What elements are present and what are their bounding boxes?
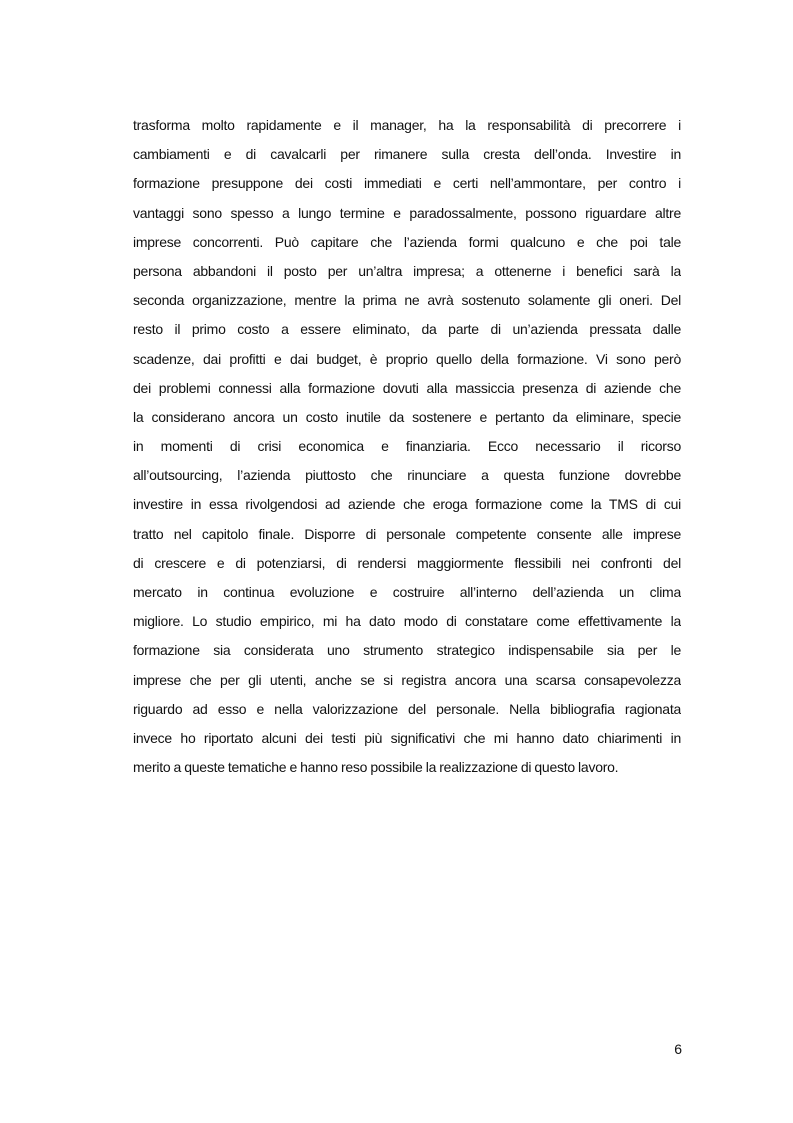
text-line: riguardo ad esso e nella valorizzazione del personale. Nella bibliografia ragionata [133,700,681,717]
text-line: trasforma molto rapidamente e il manager, ha la responsabilità di precorrere i [133,117,681,133]
text-line: mercato in continua evoluzione e costruire all’interno dell’azienda un clima [133,584,681,600]
text-line: scadenze, dai profitti e dai budget, è proprio quello della formazione. Vi sono però [133,350,681,367]
text-line: imprese che per gli utenti, anche se si registra ancora una scarsa consapevolezza [133,671,681,688]
text-line: tratto nel capitolo finale. Disporre di personale competente consente alle imprese [133,525,681,542]
text-line: dei problemi connessi alla formazione dovuti alla massiccia presenza di aziende che [133,379,681,396]
body-paragraph [133,111,681,782]
text-line: imprese concorrenti. Può capitare che l’azienda formi qualcuno e che poi tale [133,233,681,250]
text-line: investire in essa rivolgendosi ad aziende che eroga formazione come la TMS di cui [133,496,681,513]
text-line: seconda organizzazione, mentre la prima ne avrà sostenuto solamente gli oneri. Del [133,292,681,309]
text-line: formazione presuppone dei costi immediati e certi nell’ammontare, per contro i [133,175,681,192]
text-line: di crescere e di potenziarsi, di rendersi maggiormente flessibili nei confronti del [133,554,681,571]
text-line: persona abbandoni il posto per un’altra impresa; a ottenerne i benefici sarà la [133,262,681,279]
text-line: resto il primo costo a essere eliminato, da parte di un’azienda pressata dalle [133,321,681,338]
text-line: all’outsourcing, l’azienda piuttosto che rinunciare a questa funzione dovrebbe [133,467,681,484]
text-line: vantaggi sono spesso a lungo termine e paradossalmente, possono riguardare altre [133,204,681,221]
text-line: formazione sia considerata uno strumento strategico indispensabile sia per le [133,642,681,659]
text-line: cambiamenti e di cavalcarli per rimanere sulla cresta dell’onda. Investire in [133,146,681,163]
text-line: la considerano ancora un costo inutile da sostenere e pertanto da eliminare, specie [133,408,681,425]
text-line: migliore. Lo studio empirico, mi ha dato modo di constatare come effettivamente la [133,613,681,630]
page-number: 6 [674,1041,682,1057]
text-line: in momenti di crisi economica e finanziaria. Ecco necessario il ricorso [133,438,681,455]
text-line: invece ho riportato alcuni dei testi più significativi che mi hanno dato chiarimenti in [133,729,681,746]
text-line-last: merito a queste tematiche e hanno reso possibile la realizzazione di questo lavoro. [133,759,619,776]
